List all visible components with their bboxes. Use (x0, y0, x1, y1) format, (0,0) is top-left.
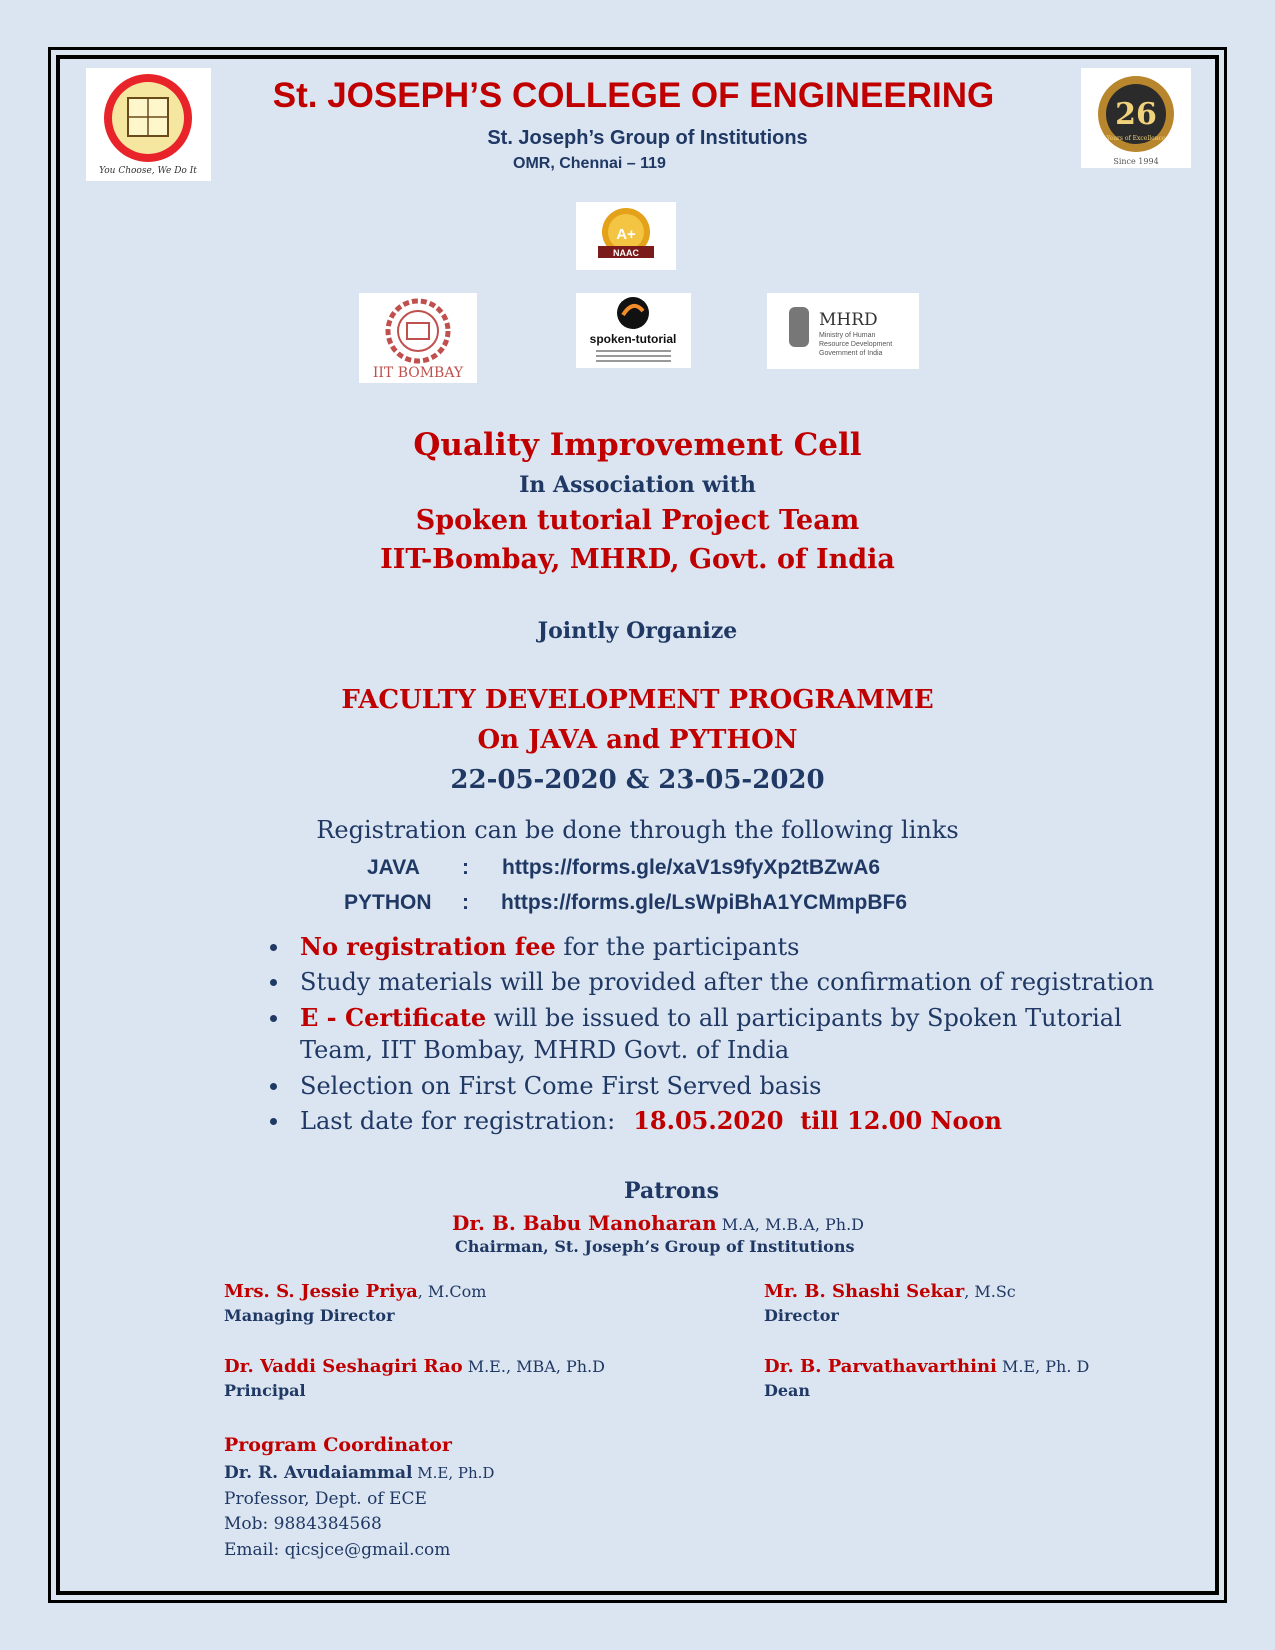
patron-role: Principal (224, 1381, 306, 1400)
team-line: Spoken tutorial Project Team (415, 505, 860, 536)
programme-topic: On JAVA and PYTHON (477, 725, 798, 755)
bodies-line: IIT-Bombay, MHRD, Govt. of India (380, 544, 895, 575)
coordinator-qual: M.E, Ph.D (412, 1464, 495, 1482)
mhrd-sub1: Ministry of Human (819, 332, 876, 339)
mhrd-sub2: Resource Development (819, 341, 893, 348)
registration-heading: Registration can be done through the following links (316, 816, 959, 844)
cell-title: Quality Improvement Cell (413, 427, 862, 463)
group-name: St. Joseph’s Group of Institutions (487, 127, 808, 149)
patron-name: Mrs. S. Jessie Priya (224, 1281, 418, 1302)
since-year: Since 1994 (1113, 157, 1159, 166)
patron-role: Dean (764, 1381, 811, 1400)
anniversary-number: 26 (1115, 97, 1157, 132)
naac-grade: A+ (616, 226, 636, 243)
mhrd-sub3: Government of India (819, 350, 883, 357)
certificate-line2: Team, IIT Bombay, MHRD Govt. of India (300, 1036, 790, 1064)
fee-rest: for the participants (555, 933, 800, 961)
bullet-dot (270, 1118, 277, 1125)
patron-qual: , M.Com (417, 1282, 487, 1301)
chairman-name: Dr. B. Babu Manoharan (452, 1211, 717, 1235)
chairman-qual: M.A, M.B.A, Ph.D (716, 1215, 864, 1234)
fee-highlight: No registration fee (300, 932, 556, 961)
patron-qual: M.E., MBA, Ph.D (462, 1357, 605, 1376)
association-line: In Association with (519, 472, 756, 498)
iit-label: IIT BOMBAY (372, 365, 464, 381)
mhrd-label: MHRD (819, 310, 878, 330)
jointly-line: Jointly Organize (537, 618, 738, 644)
patron-jessie (224, 1280, 486, 1328)
chairman-role: Chairman, St. Joseph’s Group of Institutions (455, 1237, 855, 1256)
patron-qual: , M.Sc (964, 1282, 1016, 1301)
spoken-tutorial-logo (576, 293, 691, 368)
coordinator-mobile: Mob: 9884384568 (224, 1514, 382, 1534)
coordinator-name: Dr. R. Avudaiammal (224, 1463, 413, 1483)
bullet-dot (270, 1015, 277, 1022)
bullet-dot (270, 944, 277, 951)
coordinator-position: Professor, Dept. of ECE (224, 1489, 427, 1509)
java-sep: : (462, 856, 469, 879)
python-sep: : (462, 891, 469, 914)
java-label: JAVA (367, 856, 420, 879)
anniversary-caption: Years of Excellence (1106, 135, 1166, 142)
naac-label: NAAC (613, 248, 639, 258)
last-date-text: Last date for registration: (300, 1107, 616, 1135)
selection-text: Selection on First Come First Served basis (300, 1072, 822, 1100)
mhrd-logo (767, 293, 919, 369)
svg-text:You Choose, We Do It: You Choose, We Do It (99, 166, 197, 176)
certificate-highlight: E - Certificate (300, 1003, 487, 1032)
patron-name: Dr. B. Parvathavarthini (764, 1356, 997, 1377)
programme-title: FACULTY DEVELOPMENT PROGRAMME (341, 685, 934, 715)
bullet-dot (270, 979, 277, 986)
last-date-value: 18.05.2020 till 12.00 Noon (633, 1106, 1002, 1135)
certificate-rest: will be issued to all participants by Spoken Tutorial (486, 1004, 1122, 1032)
coordinator-heading: Program Coordinator (224, 1434, 452, 1456)
bullet-dot (270, 1083, 277, 1090)
programme-dates: 22-05-2020 & 23-05-2020 (450, 765, 825, 795)
python-link[interactable]: https://forms.gle/LsWpiBhA1YCMmpBF6 (501, 891, 908, 914)
patron-name: Dr. Vaddi Seshagiri Rao (224, 1356, 463, 1377)
patron-vaddi (224, 1355, 605, 1403)
patron-shashi (764, 1280, 1016, 1328)
python-label: PYTHON (344, 891, 432, 914)
patron-parvatha (764, 1355, 1089, 1403)
chairman-line (452, 1210, 864, 1238)
patron-name: Mr. B. Shashi Sekar (764, 1281, 965, 1302)
iit-bombay-logo (359, 293, 477, 383)
college-name: St. JOSEPH’S COLLEGE OF ENGINEERING (272, 76, 995, 115)
patron-qual: M.E, Ph. D (996, 1357, 1090, 1376)
coordinator-email[interactable]: Email: qicsjce@gmail.com (224, 1540, 451, 1560)
java-link[interactable]: https://forms.gle/xaV1s9fyXp2tBZwA6 (502, 856, 881, 879)
coordinator-name-line (224, 1461, 494, 1485)
patron-role: Managing Director (224, 1306, 395, 1325)
naac-badge (576, 202, 676, 270)
patrons-heading: Patrons (624, 1178, 720, 1204)
spoken-tutorial-label: spoken-tutorial (589, 332, 677, 346)
patron-role: Director (764, 1306, 839, 1325)
materials-text: Study materials will be provided after the confirmation of registration (300, 968, 1155, 996)
address: OMR, Chennai – 119 (513, 155, 666, 172)
